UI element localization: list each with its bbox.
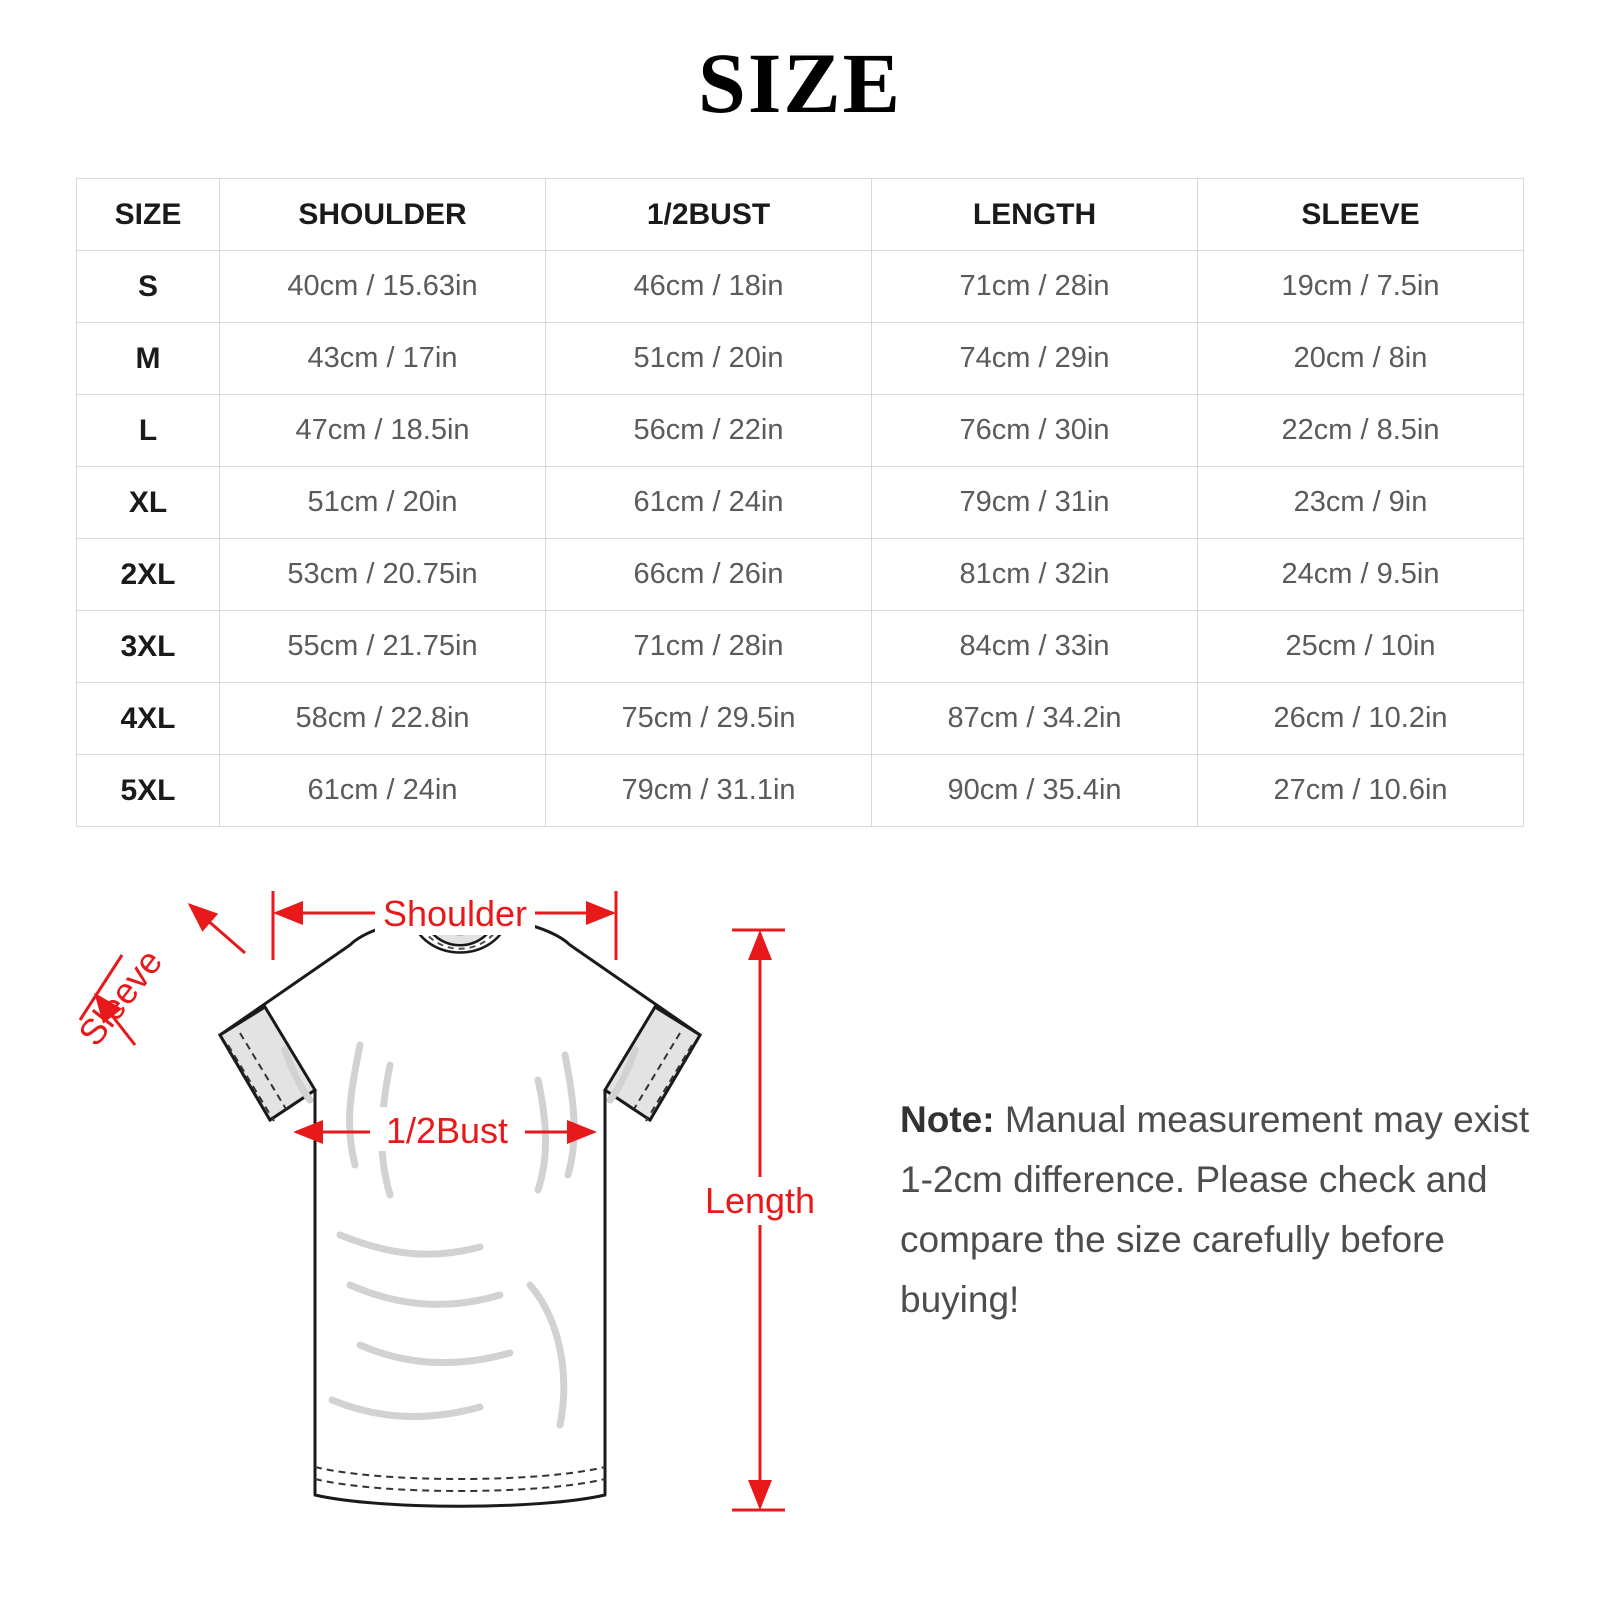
shoulder-label: Shoulder [382, 893, 528, 934]
table-row [77, 755, 1524, 827]
cell-shoulder: 47cm / 18.5in [220, 395, 546, 467]
cell-shoulder: 51cm / 20in [220, 467, 546, 539]
cell-sleeve: 25cm / 10in [1198, 611, 1524, 683]
table-row [77, 611, 1524, 683]
size-chart-table [76, 178, 1524, 827]
cell-shoulder: 53cm / 20.75in [220, 539, 546, 611]
column-header-size: SIZE [77, 179, 220, 251]
tshirt-illustration [220, 915, 700, 1506]
cell-bust: 75cm / 29.5in [546, 683, 872, 755]
cell-bust: 56cm / 22in [546, 395, 872, 467]
cell-bust: 51cm / 20in [546, 323, 872, 395]
note-text: Manual measurement may exist 1-2cm difference. Please check and compare the size carefully before buying! [900, 1099, 1530, 1320]
cell-shoulder: 43cm / 17in [220, 323, 546, 395]
page-title: SIZE [697, 35, 903, 131]
cell-length: 81cm / 32in [872, 539, 1198, 611]
cell-size: L [77, 395, 220, 467]
table-row [77, 251, 1524, 323]
cell-bust: 46cm / 18in [546, 251, 872, 323]
cell-shoulder: 55cm / 21.75in [220, 611, 546, 683]
cell-sleeve: 24cm / 9.5in [1198, 539, 1524, 611]
table-row [77, 467, 1524, 539]
cell-size: 3XL [77, 611, 220, 683]
sleeve-label: Sleeve [70, 941, 171, 1054]
cell-bust: 66cm / 26in [546, 539, 872, 611]
cell-length: 87cm / 34.2in [872, 683, 1198, 755]
cell-bust: 61cm / 24in [546, 467, 872, 539]
cell-length: 74cm / 29in [872, 323, 1198, 395]
cell-size: XL [77, 467, 220, 539]
bust-label: 1/2Bust [385, 1110, 509, 1151]
cell-length: 79cm / 31in [872, 467, 1198, 539]
cell-shoulder: 58cm / 22.8in [220, 683, 546, 755]
cell-size: 2XL [77, 539, 220, 611]
cell-sleeve: 19cm / 7.5in [1198, 251, 1524, 323]
cell-size: M [77, 323, 220, 395]
length-label: Length [704, 1180, 816, 1221]
note-block [900, 1090, 1540, 1330]
table-header-row [77, 179, 1524, 251]
cell-sleeve: 20cm / 8in [1198, 323, 1524, 395]
cell-length: 90cm / 35.4in [872, 755, 1198, 827]
cell-bust: 71cm / 28in [546, 611, 872, 683]
cell-size: S [77, 251, 220, 323]
column-header-bust: 1/2BUST [546, 179, 872, 251]
measurement-diagram [60, 855, 860, 1555]
cell-sleeve: 23cm / 9in [1198, 467, 1524, 539]
cell-length: 71cm / 28in [872, 251, 1198, 323]
column-header-sleeve: SLEEVE [1198, 179, 1524, 251]
cell-shoulder: 61cm / 24in [220, 755, 546, 827]
table-row [77, 323, 1524, 395]
cell-bust: 79cm / 31.1in [546, 755, 872, 827]
cell-length: 76cm / 30in [872, 395, 1198, 467]
table-row [77, 683, 1524, 755]
cell-sleeve: 27cm / 10.6in [1198, 755, 1524, 827]
cell-size: 4XL [77, 683, 220, 755]
cell-length: 84cm / 33in [872, 611, 1198, 683]
cell-sleeve: 26cm / 10.2in [1198, 683, 1524, 755]
table-row [77, 395, 1524, 467]
column-header-length: LENGTH [872, 179, 1198, 251]
column-header-shoulder: SHOULDER [220, 179, 546, 251]
note-label: Note: [900, 1099, 995, 1140]
table-row [77, 539, 1524, 611]
cell-sleeve: 22cm / 8.5in [1198, 395, 1524, 467]
cell-shoulder: 40cm / 15.63in [220, 251, 546, 323]
cell-size: 5XL [77, 755, 220, 827]
